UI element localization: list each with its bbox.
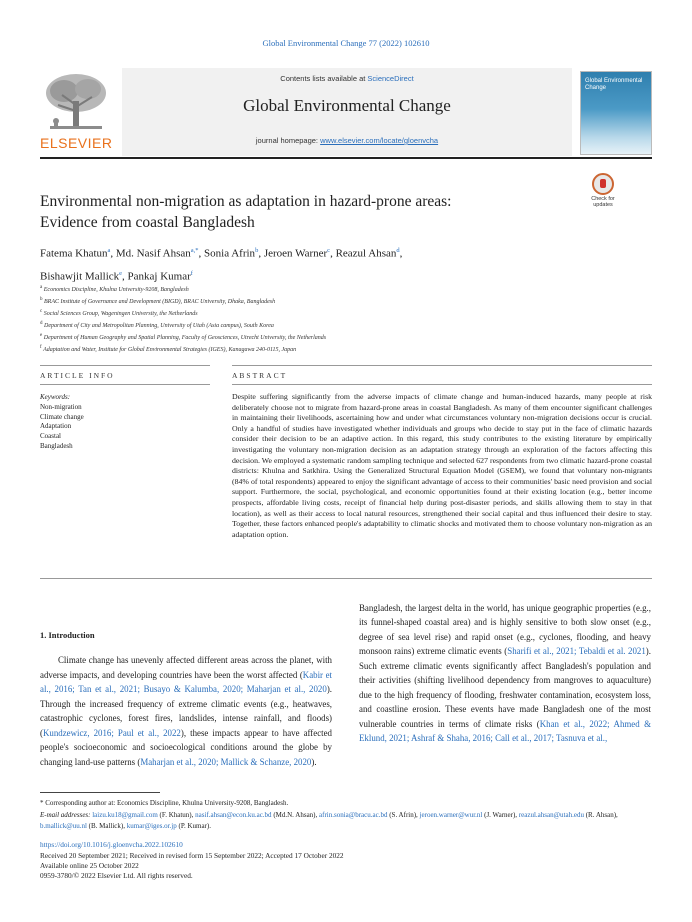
citation-link[interactable]: Kabir et al., 2016; Tan et al., 2021; Busayo & Kalumba, 2020; Maharjan et al., 2020: [40, 669, 332, 695]
affiliation-mark: c: [40, 309, 43, 314]
affiliation-mark: e: [40, 333, 43, 338]
journal-title: Global Environmental Change: [243, 96, 451, 115]
author-name[interactable]: Md. Nasif Ahsan: [115, 247, 191, 260]
citation-link[interactable]: Maharjan et al., 2020; Mallick & Schanze, 2020: [140, 756, 312, 767]
affiliation-text: BRAC Institute of Governance and Development (BIGD), BRAC University, Dhaka, Bangladesh: [44, 299, 276, 305]
author-affiliation-mark[interactable]: a: [107, 247, 111, 254]
keyword-item: Adaptation: [40, 422, 72, 431]
affiliation-mark: a: [40, 285, 43, 290]
body-text: Climate change has unevenly affected different areas across the planet, with adverse impacts, and developing countries have been the worst affected (: [40, 655, 332, 680]
cover-title: Global Environmental Change: [585, 78, 643, 91]
keyword-item: Coastal: [40, 432, 61, 441]
email-owner: (P. Kumar).: [176, 821, 211, 830]
check-for-updates-button[interactable]: [585, 173, 621, 209]
elsevier-tree-icon: [40, 71, 112, 135]
abstract-bottom-rule: [40, 578, 652, 579]
affiliation-text: Social Sciences Group, Wageningen University, the Netherlands: [43, 311, 198, 317]
intro-paragraph-1: [40, 653, 332, 769]
journal-reference[interactable]: Global Environmental Change 77 (2022) 102610: [262, 38, 430, 48]
affiliation-text: Economics Discipline, Khulna University-9208, Bangladesh: [43, 287, 189, 293]
citation-link[interactable]: Khan et al., 2022; Ahmed & Eklund, 2021; Ashraf & Shaha, 2016; Call et al., 2017; Tasnuva et al.,: [359, 718, 651, 744]
email-owner: (Md.N. Ahsan),: [271, 811, 320, 819]
article-title-line2: Evidence from coastal Bangladesh: [40, 214, 255, 231]
email-owner: (F. Khatun),: [157, 811, 196, 819]
body-text: ).: [311, 756, 317, 767]
citation-link[interactable]: Sharifi et al., 2021; Tebaldi et al. 2021: [507, 646, 646, 657]
journal-cover-image[interactable]: [580, 71, 652, 155]
body-text: ). Through the increased frequency of extreme climatic events (e.g., heatwaves, catastrophic cyclones, forest fires, landslides, intense rainfall, and floods) (: [40, 684, 332, 738]
available-online: Available online 25 October 2022: [40, 861, 139, 870]
email-link[interactable]: b.mallick@uu.nl: [40, 821, 87, 830]
sciencedirect-link[interactable]: ScienceDirect: [367, 74, 414, 83]
body-text: ), these impacts appear to have affected people's socioeconomic and socioecological conditions around the globe by changing land-use patterns (: [40, 727, 332, 767]
affiliation-text: Department of Human Geography and Spatial Planning, Faculty of Geosciences, Utrecht University, the Netherlands: [43, 335, 327, 341]
author-affiliation-mark[interactable]: a,*: [190, 247, 199, 254]
citation-link[interactable]: Kundzewicz, 2016; Paul et al., 2022: [42, 727, 181, 738]
email-link[interactable]: afrin.sonia@bracu.ac.bd: [319, 811, 388, 819]
article-info-rule-2: [40, 384, 210, 385]
affiliation-item: [40, 283, 652, 295]
keyword-item: Climate change: [40, 412, 84, 421]
masthead: [40, 68, 652, 156]
received-dates: Received 20 September 2021; Received in revised form 15 September 2022; Accepted 17 October 2022: [40, 851, 344, 860]
email-link[interactable]: kumar@iges.or.jp: [126, 821, 177, 830]
author-list: Fatema Khatun$^a$, Md. Nasif Ahsan$^{a,*}$, Sonia Afrin$^b$, Jeroen Warner$^c$, Reazul Ahsan$^d$, Bishawjit Mallick$^e$, Pankaj Kumar$^f$: [40, 247, 403, 283]
journal-banner: [122, 68, 572, 156]
intro-column-2: [359, 601, 651, 746]
email-link[interactable]: reazul.ahsan@utah.edu: [518, 811, 584, 819]
author-name[interactable]: Jeroen Warner: [263, 247, 328, 260]
author-name[interactable]: Fatema Khatun: [40, 247, 108, 260]
email-owner: (S. Afrin),: [387, 811, 420, 819]
affiliation-text: Department of City and Metropolitan Planning, University of Utah (Asia campus), South Korea: [44, 323, 274, 329]
publisher-name: ELSEVIER: [40, 135, 113, 151]
doi-line: [40, 840, 652, 850]
affiliation-item: [40, 331, 652, 343]
keyword-item: Non-migration: [40, 402, 82, 411]
article-info-rule: [40, 365, 210, 366]
email-link[interactable]: nasif.ahsan@econ.ku.ac.bd: [195, 811, 272, 819]
author-affiliation-mark[interactable]: c: [327, 247, 331, 254]
abstract-text: Despite suffering significantly from the adverse impacts of climate change and human-induced hazards, many people at risk deliberately choose not to migrate from hazard-prone areas in coastal Bangladesh. As many of them encounter significant challenges in maintaining their livelihoods, ascertaining how and under what circumstances voluntary non-migration decisions occur is crucial. Only a handful of studies have investigated whether individuals and groups who decide to stay put in the face of climatic hazards consider their decision to be an adaptive action. In this regard, this study contributes to the existing literature by empirically investigating the voluntary non-migration decision as an adaptation strategy through an exploration of the factors affecting this decision. We employed a systematic random sampling technique and selected 627 respondents from two climatic hazard-prone coastal districts: Khulna and Satkhira. Using the Generalized Structural Equation Model (GSEM), we found that voluntary non-migrants (84% of total respondents) appeared to enjoy the significant advantage of access to their communities' basic need provision and social support. Furthermore, the social, psychological, and economic opportunities found at their existing location (e.g., better income prospects, affordable living costs, receipt of financial help during post-disaster periods, and skills allowing them to stay in that location), as well as their access to local natural resources, strengthened their social capital and thus influenced their desire to stay. Together, these factors enhanced people's adaptability to climatic shocks and motivated them to choose voluntary non-migration as an adaptation option.: [232, 392, 652, 539]
email-owner: (B. Mallick),: [86, 821, 127, 830]
homepage-prefix: journal homepage:: [255, 136, 321, 145]
keywords-heading: Keywords:: [40, 393, 71, 401]
keywords-list: [40, 403, 200, 452]
email-link[interactable]: jeroen.warner@wur.nl: [419, 811, 483, 819]
doi-link[interactable]: https://doi.org/10.1016/j.gloenvcha.2022.102610: [40, 840, 183, 849]
affiliation-item: [40, 319, 652, 331]
author-name[interactable]: Bishawjit Mallick: [40, 270, 120, 283]
journal-homepage-link[interactable]: www.elsevier.com/locate/gloenvcha: [320, 136, 439, 145]
check-for-updates-icon: [592, 173, 614, 195]
keywords-block: [40, 393, 200, 452]
email-owner: (J. Warner),: [482, 811, 519, 819]
affiliation-mark: b: [40, 297, 43, 302]
contents-line: [122, 74, 572, 83]
intro-column-1: [40, 628, 332, 769]
affiliation-text: Adaptation and Water, Institute for Global Environmental Strategies (IGES), Kanagawa 240-0115, Japan: [43, 347, 297, 353]
abstract-label: ABSTRACT: [232, 371, 288, 380]
author-name[interactable]: Pankaj Kumar: [127, 270, 191, 283]
affiliation-list: [40, 283, 652, 355]
author-affiliation-mark[interactable]: e: [119, 269, 123, 277]
keyword-item: Bangladesh: [40, 441, 73, 450]
abstract-rule-2: [232, 384, 652, 385]
affiliation-item: [40, 307, 652, 319]
affiliation-item: [40, 343, 652, 355]
section-heading-introduction: 1. Introduction: [40, 630, 95, 640]
affiliation-mark: f: [40, 345, 42, 350]
email-label: E-mail addresses:: [40, 811, 91, 819]
homepage-line: [122, 136, 572, 145]
author-affiliation-mark[interactable]: f: [190, 269, 193, 277]
intro-paragraph-2: [359, 601, 651, 746]
copyright: 0959-3780/© 2022 Elsevier Ltd. All rights reserved.: [40, 871, 193, 880]
author-name[interactable]: Reazul Ahsan: [335, 247, 397, 260]
masthead-divider: [40, 157, 652, 159]
article-title-line1: Environmental non-migration as adaptation in hazard-prone areas:: [40, 193, 452, 210]
abstract-rule: [232, 365, 652, 366]
email-owner: (R. Ahsan),: [583, 811, 618, 819]
body-text: Bangladesh, the largest delta in the world, has unique geographic properties (e.g., its funnel-shaped coastal area) and is highly sensitive to both slow onset (e.g., degree of sea level rise) and rapid onset (e.g., cyclones, flooding, and heavy monsoon rains) extreme climatic events (: [359, 603, 651, 657]
affiliation-item: [40, 295, 652, 307]
elsevier-logo: [40, 71, 112, 153]
article-title: [40, 191, 560, 233]
article-info-label: ARTICLE INFO: [40, 371, 115, 380]
email-link[interactable]: laizu.ku18@gmail.com: [92, 811, 158, 819]
author-affiliation-mark[interactable]: d: [396, 247, 400, 254]
body-text: ). Such extreme climatic events significantly affect Bangladesh's population and their activities (shifting livelihood dependency from mangroves to aquaculture) due to the high frequency of flooding, freshwater contamination, ecosystem loss, and coastline erosion. These events have made Bangladesh one of the most vulnerable countries in terms of climate risks (: [359, 646, 651, 729]
author-name[interactable]: Sonia Afrin: [204, 247, 256, 260]
author-affiliation-mark[interactable]: b: [255, 247, 259, 254]
contents-prefix: Contents lists available at: [280, 74, 368, 83]
check-for-updates-label: Check for updates: [591, 196, 615, 208]
footnote-rule: [40, 792, 160, 793]
email-addresses: [40, 810, 652, 831]
affiliation-mark: d: [40, 321, 43, 326]
corresponding-author-note: * Corresponding author at: Economics Discipline, Khulna University-9208, Bangladesh.: [40, 799, 289, 807]
